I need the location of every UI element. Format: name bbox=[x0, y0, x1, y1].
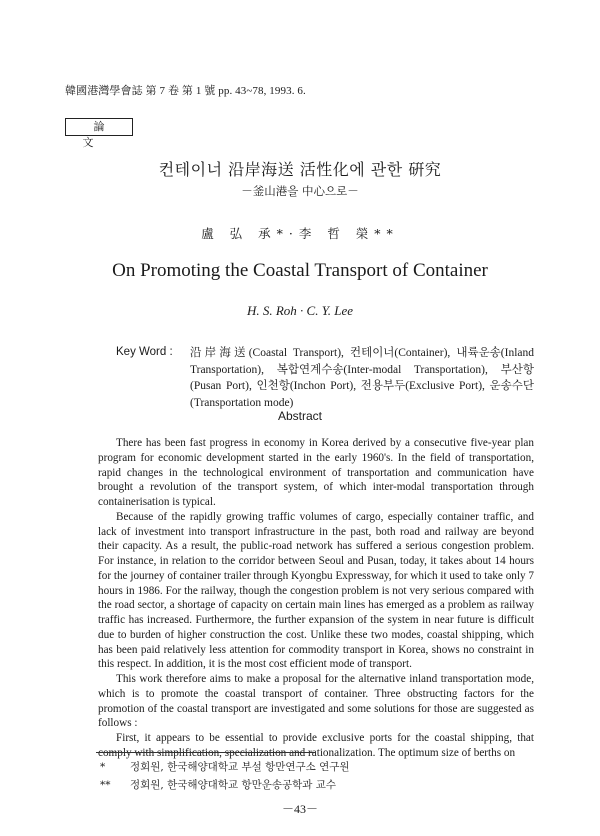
abstract-paragraph: There has been fast progress in economy in Korea derived by a consecutive five-year plan program for economic development started in the early 1960's. In the field of transportation, rapid changes in the technological environment of transportation and communication have brought a revolution of the transport system, of which inter-modal transportation through containerisation is typical. bbox=[98, 437, 534, 508]
page-number: －43－ bbox=[281, 802, 318, 816]
keywords-text: 沿岸海送(Coastal Transport), 컨테이너(Container), 내륙운송(Inland Transportation), 복합연계수송(Inter-modal Transportation), 부산항(Pusan Port), 인천항(Inchon Port), 전용부두(Exclusive Port), 운송수단(Transportation mode) bbox=[190, 347, 534, 409]
keywords-label: Key Word : bbox=[116, 346, 173, 358]
footnote-mark: * bbox=[100, 761, 106, 773]
article-type-label: 論 文 bbox=[65, 118, 133, 136]
abstract-paragraph: First, it appears to be essential to provide exclusive ports for the coastal shipping, that comply with simplification, specialization and rationalization. The optimum size of berths on bbox=[98, 732, 534, 759]
footnote-text: 정회원, 한국해양대학교 항만운송공학과 교수 bbox=[130, 779, 337, 791]
korean-authors: 盧 弘 承*·李 哲 榮** bbox=[201, 226, 399, 241]
abstract-paragraph: Because of the rapidly growing traffic volumes of cargo, especially container traffic, and lack of investment into transport infrastructure in the past, both road and railway are beyond their capacity. As a result, the public-road network has suffered a serious congestion problem. For instance, in relation to the corridor between Seoul and Pusan, today, it takes about 14 hours for the journey of container trailer through Kyongbu Expressway, for which it used to take only 7 hours in 1986. For the railway, though the congestion problem is not very serious compared with the road sector, a shortage of capacity on certain main lines has emerged as a problem as railway traffic has increased. Furthermore, the further expansion of the system in near future is difficult due to burden of higher construction the cost. Unlike these two modes, coastal shipping, which has been paid relatively less attention for commodity transport in Korea, shows no constraint in this respect. In addition, it is the most cost efficient mode of transport. bbox=[98, 510, 534, 671]
footnote bbox=[100, 777, 336, 792]
english-authors: H. S. Roh · C. Y. Lee bbox=[246, 303, 354, 318]
korean-subtitle: －釜山港을 中心으로－ bbox=[241, 184, 359, 198]
footnote-text: 정회원, 한국해양대학교 부설 항만연구소 연구원 bbox=[130, 761, 350, 773]
footnote-divider bbox=[96, 752, 316, 753]
journal-citation: 韓國港灣學會誌 第 7 卷 第 1 號 pp. 43~78, 1993. 6. bbox=[65, 85, 306, 97]
abstract-heading: Abstract bbox=[277, 409, 322, 423]
footnote-mark: ** bbox=[100, 779, 111, 791]
abstract-paragraph: This work therefore aims to make a proposal for the alternative inland transportation mode, which is to promote the coastal transport of container. Three obstructing factors for the promotion of the coastal transport are investigated and some solutions for those are suggested as follows : bbox=[98, 673, 534, 730]
abstract-body bbox=[98, 436, 534, 761]
footnote bbox=[100, 759, 350, 774]
korean-title: 컨테이너 沿岸海送 活性化에 관한 硏究 bbox=[158, 160, 442, 179]
english-title: On Promoting the Coastal Transport of Container bbox=[112, 260, 488, 281]
